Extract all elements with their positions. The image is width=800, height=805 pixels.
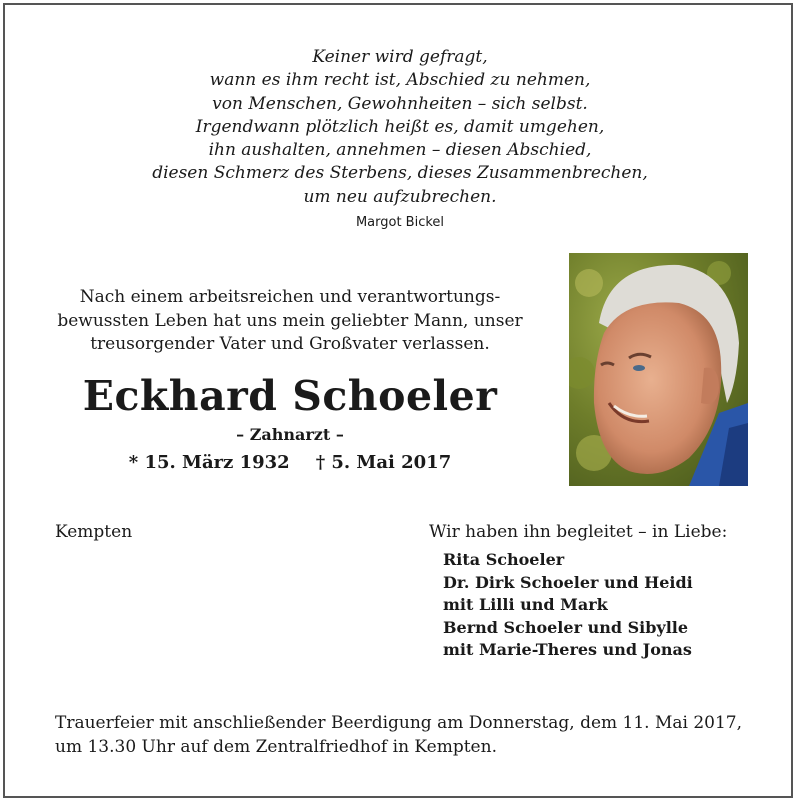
intro-line: bewussten Leben hat uns mein geliebter Mann, unser: [57, 310, 523, 331]
mourner-name: Dr. Dirk Schoeler und Heidi: [443, 572, 693, 592]
deceased-profession: – Zahnarzt –: [236, 425, 344, 444]
location: Kempten: [55, 522, 133, 542]
birth-date: * 15. März 1932: [128, 452, 290, 473]
portrait-photo: [569, 253, 748, 486]
life-dates: [30, 452, 550, 473]
mourner-name: mit Marie-Theres und Jonas: [443, 640, 692, 660]
intro-line: Nach einem arbeitsreichen und verantwortungs-: [79, 287, 501, 307]
mourner-name: Bernd Schoeler und Sibylle: [443, 617, 689, 637]
service-line: Trauerfeier mit anschließender Beerdigung am Donnerstag, dem 11. Mai 2017,: [55, 713, 743, 733]
intro-text: [30, 286, 550, 357]
poem-line: wann es ihm recht ist, Abschied zu nehmen,: [209, 70, 591, 91]
mourner-name: mit Lilli und Mark: [443, 595, 608, 615]
mourner-name: Rita Schoeler: [443, 550, 565, 569]
poem-line: ihn aushalten, annehmen – diesen Abschied,: [208, 140, 592, 161]
mourners-intro: Wir haben ihn begleitet – in Liebe:: [429, 522, 728, 542]
poem-line: Keiner wird gefragt,: [312, 47, 488, 67]
mourners-list: [443, 549, 693, 662]
poem-line: Irgendwann plötzlich heißt es, damit umgehen,: [195, 116, 605, 137]
poem-line: um neu aufzubrechen.: [303, 186, 497, 207]
intro-line: treusorgender Vater und Großvater verlassen.: [90, 334, 490, 354]
poem-line: von Menschen, Gewohnheiten – sich selbst.: [212, 93, 588, 114]
poem: [0, 46, 800, 209]
funeral-service-info: [55, 712, 742, 759]
death-date: † 5. Mai 2017: [315, 452, 452, 473]
poem-line: diesen Schmerz des Sterbens, dieses Zusammenbrechen,: [152, 163, 648, 184]
service-line: um 13.30 Uhr auf dem Zentralfriedhof in Kempten.: [55, 736, 497, 757]
deceased-name: Eckhard Schoeler: [82, 372, 498, 420]
poem-author: Margot Bickel: [355, 215, 445, 230]
